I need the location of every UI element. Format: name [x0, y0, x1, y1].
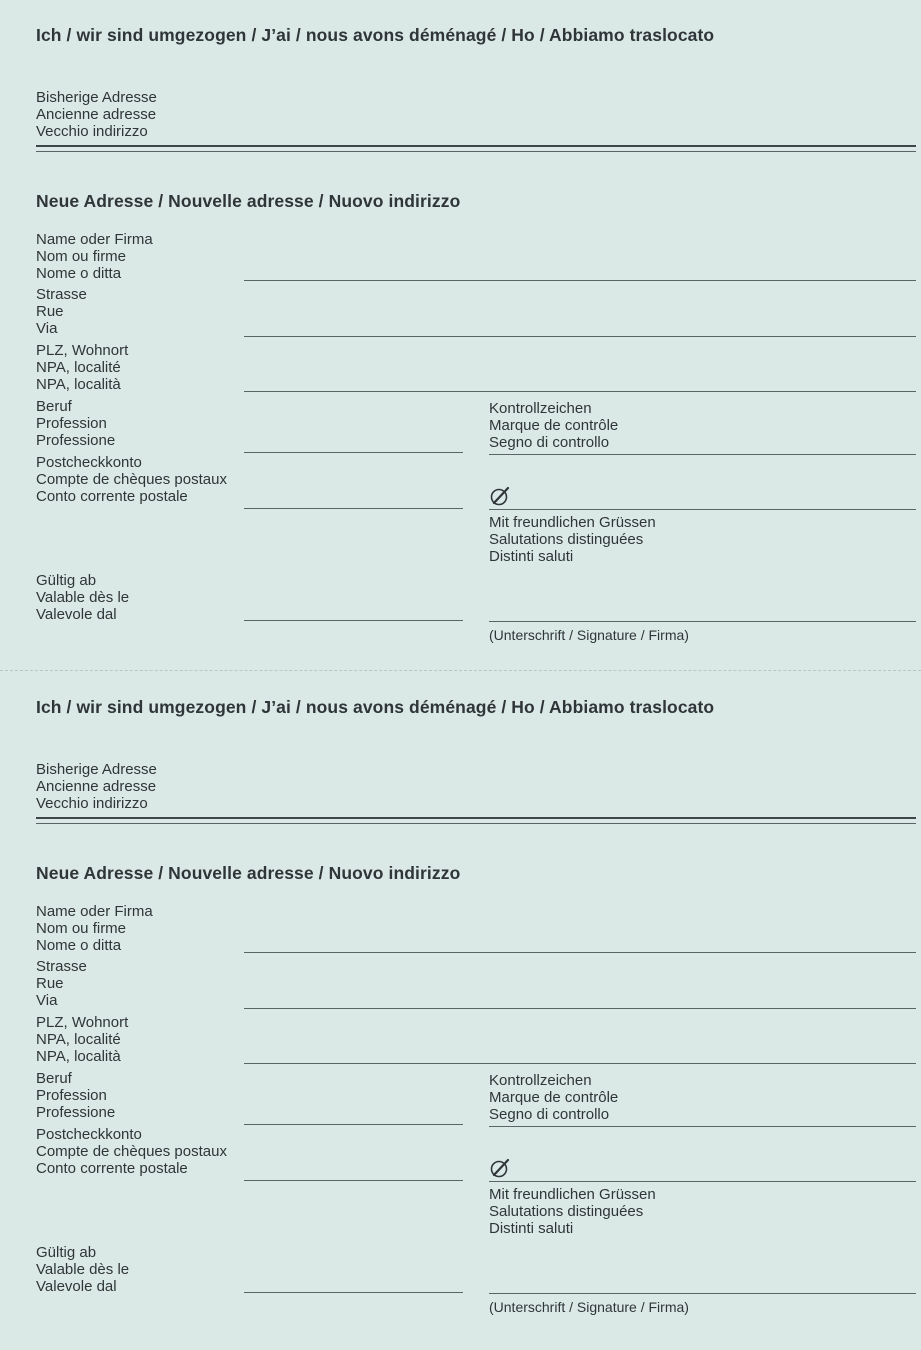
previous-address-label: Bisherige Adresse Ancienne adresse Vecchio indirizzo	[36, 761, 157, 812]
giro-account-field-line[interactable]	[244, 1180, 463, 1181]
pen-mark-line[interactable]	[489, 1181, 916, 1182]
profession-field-label: Beruf Profession Professione	[36, 1070, 116, 1121]
postcode-field-label: PLZ, Wohnort NPA, localité NPA, località	[36, 342, 129, 393]
change-of-address-card	[0, 0, 921, 672]
giro-account-field-label: Postcheckkonto Compte de chèques postaux Conto corrente postale	[36, 1126, 227, 1177]
pen-mark-line[interactable]	[489, 509, 916, 510]
new-address-title: Neue Adresse / Nouvelle adresse / Nuovo indirizzo	[36, 863, 461, 883]
name-field-line[interactable]	[244, 952, 916, 953]
new-address-title: Neue Adresse / Nouvelle adresse / Nuovo indirizzo	[36, 191, 461, 211]
profession-field-line[interactable]	[244, 452, 463, 453]
previous-address-line-secondary	[36, 823, 916, 824]
control-mark-label: Kontrollzeichen Marque de contrôle Segno di controllo	[489, 400, 619, 451]
valid-from-field-line[interactable]	[244, 620, 463, 621]
card-title: Ich / wir sind umgezogen / J’ai / nous avons déménagé / Ho / Abbiamo traslocato	[36, 697, 715, 717]
street-field-line[interactable]	[244, 1008, 916, 1009]
street-field-label: Strasse Rue Via	[36, 286, 87, 337]
street-field-label: Strasse Rue Via	[36, 958, 87, 1009]
control-mark-line[interactable]	[489, 454, 916, 455]
previous-address-label: Bisherige Adresse Ancienne adresse Vecchio indirizzo	[36, 89, 157, 140]
name-field-label: Name oder Firma Nom ou firme Nome o ditta	[36, 903, 153, 954]
greetings-label: Mit freundlichen Grüssen Salutations distinguées Distinti saluti	[489, 514, 656, 565]
signature-caption: (Unterschrift / Signature / Firma)	[489, 1299, 689, 1315]
postcode-field-line[interactable]	[244, 391, 916, 392]
card-title: Ich / wir sind umgezogen / J’ai / nous avons déménagé / Ho / Abbiamo traslocato	[36, 25, 715, 45]
valid-from-field-label: Gültig ab Valable dès le Valevole dal	[36, 1244, 130, 1295]
signature-caption: (Unterschrift / Signature / Firma)	[489, 627, 689, 643]
valid-from-field-label: Gültig ab Valable dès le Valevole dal	[36, 572, 130, 623]
previous-address-line[interactable]	[36, 817, 916, 819]
valid-from-field-line[interactable]	[244, 1292, 463, 1293]
control-mark-line[interactable]	[489, 1126, 916, 1127]
previous-address-line[interactable]	[36, 145, 916, 147]
change-of-address-card	[0, 672, 921, 1344]
name-field-label: Name oder Firma Nom ou firme Nome o ditta	[36, 231, 153, 282]
control-mark-label: Kontrollzeichen Marque de contrôle Segno di controllo	[489, 1072, 619, 1123]
street-field-line[interactable]	[244, 336, 916, 337]
pen-icon	[489, 485, 511, 507]
signature-line[interactable]	[489, 621, 916, 622]
name-field-line[interactable]	[244, 280, 916, 281]
previous-address-line-secondary	[36, 151, 916, 152]
giro-account-field-line[interactable]	[244, 508, 463, 509]
perforation-line	[0, 670, 921, 671]
profession-field-label: Beruf Profession Professione	[36, 398, 116, 449]
greetings-label: Mit freundlichen Grüssen Salutations distinguées Distinti saluti	[489, 1186, 656, 1237]
giro-account-field-label: Postcheckkonto Compte de chèques postaux Conto corrente postale	[36, 454, 227, 505]
signature-line[interactable]	[489, 1293, 916, 1294]
postcode-field-line[interactable]	[244, 1063, 916, 1064]
postcode-field-label: PLZ, Wohnort NPA, localité NPA, località	[36, 1014, 129, 1065]
profession-field-line[interactable]	[244, 1124, 463, 1125]
pen-icon	[489, 1157, 511, 1179]
